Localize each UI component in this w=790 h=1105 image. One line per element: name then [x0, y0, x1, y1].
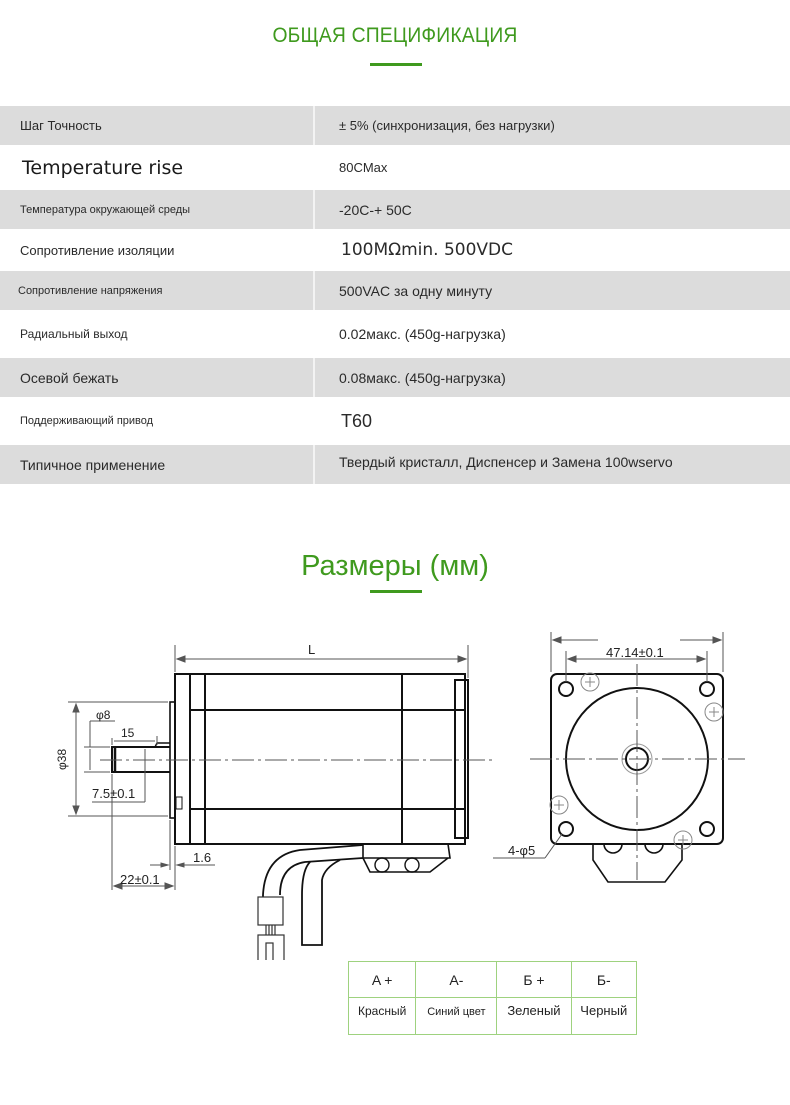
spec-label: Типичное применение: [20, 456, 166, 473]
front-view-labels: [508, 645, 664, 858]
phase-a-minus: A-: [416, 962, 497, 998]
wire-color-black: Черный: [571, 998, 636, 1035]
title-underline: [370, 590, 422, 593]
spec-value: ± 5% (синхронизация, без нагрузки): [339, 118, 555, 133]
spec-label: Temperature rise: [22, 156, 184, 179]
svg-text:15: 15: [121, 726, 135, 740]
spec-row-radial-play: [0, 310, 790, 358]
spec-label: Шаг Точность: [20, 118, 102, 133]
phase-b-minus: Б-: [571, 962, 636, 998]
wiring-table-color-row: [349, 998, 637, 1035]
spec-table: [0, 106, 790, 484]
dimensions-section-title: Размеры (мм): [301, 550, 489, 582]
wire-connector: [258, 897, 284, 960]
svg-text:4-φ5: 4-φ5: [508, 843, 536, 858]
spec-section-title: ОБЩАЯ СПЕЦИФИКАЦИЯ: [272, 24, 518, 47]
spec-row-typical-application: [0, 445, 790, 484]
spec-label: Поддерживающий привод: [20, 415, 154, 427]
svg-text:7.5±0.1: 7.5±0.1: [92, 786, 136, 801]
phase-a-plus: A +: [349, 962, 416, 998]
spec-value: 500VAC за одну минуту: [339, 282, 493, 299]
svg-text:22±0.1: 22±0.1: [120, 872, 160, 887]
side-view: [112, 674, 468, 945]
svg-text:L: L: [308, 642, 316, 657]
motor-dimension-drawing: [0, 610, 790, 960]
wiring-table: [348, 961, 637, 1035]
wire-color-blue: Синий цвет: [416, 998, 497, 1035]
spec-value: 0.08макс. (450g-нагрузка): [339, 369, 506, 386]
spec-row-axial-play: [0, 358, 790, 397]
wire-color-green: Зеленый: [497, 998, 571, 1035]
title-underline: [370, 63, 422, 66]
spec-row-insulation-resistance: [0, 229, 790, 271]
wire-color-red: Красный: [349, 998, 416, 1035]
spec-label: Сопротивление напряжения: [18, 284, 163, 297]
svg-text:47.14±0.1: 47.14±0.1: [606, 645, 664, 660]
spec-row-dielectric-strength: [0, 271, 790, 310]
svg-text:φ8: φ8: [96, 708, 111, 722]
svg-text:1.6: 1.6: [193, 850, 212, 865]
spec-label: Сопротивление изоляции: [20, 242, 175, 258]
side-view-labels: [55, 642, 315, 887]
spec-row-step-accuracy: [0, 106, 790, 145]
phase-b-plus: Б +: [497, 962, 571, 998]
side-view-dimensions: [68, 645, 495, 890]
spec-label: Осевой бежать: [20, 369, 119, 386]
wiring-table-header-row: [349, 962, 637, 998]
spec-value: -20C-+ 50C: [339, 201, 412, 218]
spec-value: 100MΩmin. 500VDC: [341, 240, 514, 260]
spec-label: Температура окружающей среды: [20, 203, 191, 216]
spec-value: 0.02макс. (450g-нагрузка): [339, 326, 506, 342]
spec-value: T60: [341, 410, 373, 431]
spec-value: Твердый кристалл, Диспенсер и Замена 100wservo: [339, 454, 673, 470]
spec-row-supported-driver: [0, 397, 790, 445]
svg-text:φ38: φ38: [55, 748, 69, 770]
spec-label: Радиальный выход: [20, 327, 128, 341]
spec-row-ambient-temperature: [0, 190, 790, 229]
spec-value: 80CMax: [339, 160, 388, 175]
spec-row-temperature-rise: [0, 145, 790, 190]
